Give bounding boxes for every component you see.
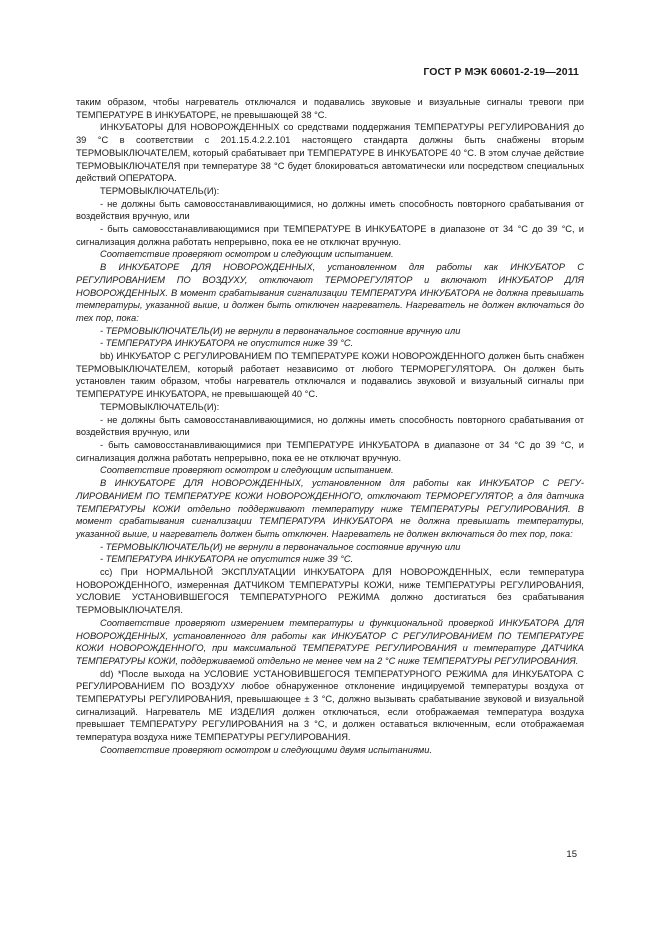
body-paragraph: dd) *После выхода на УСЛОВИЕ УСТАНОВИВШЕГОСЯ ТЕМПЕРАТУРНОГО РЕЖИМА для ИНКУБАТОРА С РЕГУЛИРОВАНИЕМ ПО ВОЗДУХУ любое обнаруженное отклонение индицируемой температуры воздуха от ТЕМПЕРАТУРЫ РЕГУЛИРОВАНИЯ, превышающее ± 3 °С, должно вызывать срабатывание звуковой и визуальной сигнализаций. Нагреватель МЕ ИЗДЕЛИЯ должен отключаться, если отображаемая температура воздуха превышает ТЕМПЕРАТУРУ РЕГУЛИРОВАНИЯ на 3 °С, и должен оставаться включенным, если отображаемая температура воздуха ниже ТЕМПЕРАТУРЫ РЕГУЛИРОВАНИЯ. <box>76 668 584 743</box>
page-number: 15 <box>566 849 577 860</box>
compliance-paragraph: - ТЕМПЕРАТУРА ИНКУБАТОРА не опустится ниже 39 °С. <box>100 554 354 565</box>
body-paragraph: - быть самовосстанавливающимися при ТЕМПЕРАТУРЕ В ИНКУБАТОРЕ в диапазоне от 34 °С до 39 °С, и сигнализация должна работать непрерывно, пока ее не отключат вручную. <box>76 224 584 247</box>
compliance-paragraph: Соответствие проверяют осмотром и следующим испытанием. <box>100 249 394 260</box>
compliance-paragraph: - ТЕРМОВЫКЛЮЧАТЕЛЬ(И) не вернули в первоначальное состояние вручную или <box>100 541 461 552</box>
compliance-paragraph: В ИНКУБАТОРЕ ДЛЯ НОВОРОЖДЕННЫХ, установленном для работы как ИНКУБАТОР С РЕГУЛИРОВАНИЕМ ПО ВОЗДУХУ, отключают ТЕРМОРЕГУЛЯТОР и включают ИНКУБАТОР ДЛЯ НОВОРОЖДЕННЫХ. В момент срабатывания сигнализации ТЕМПЕРАТУРА ИНКУБАТОРА не должна превышать температуры, указанной выше, и должен быть отключен нагреватель. Нагреватель не должен включаться до тех пор, пока: <box>76 262 584 323</box>
body-paragraph: ТЕРМОВЫКЛЮЧАТЕЛЬ(И): <box>100 401 220 412</box>
document-header <box>423 66 579 78</box>
body-paragraph: bb) ИНКУБАТОР С РЕГУЛИРОВАНИЕМ ПО ТЕМПЕРАТУРЕ КОЖИ НОВОРОЖДЕННОГО должен быть снабжен ТЕРМОВЫКЛЮЧАТЕЛЕМ, который работает независимо от любого ТЕРМОРЕГУЛЯТОРА. Он должен быть установлен таким образом, чтобы нагреватель отключался и подавались звуковой и визуальный сигналы при ТЕМПЕРАТУРЕ ИНКУБАТОРА, не превышающей 40 °С. <box>76 351 584 400</box>
body-paragraph: - не должны быть самовосстанавливающимися, но должны иметь способность повторного срабатывания от воздействия вручную, или <box>76 414 584 438</box>
compliance-paragraph: Соответствие проверяют измерением температуры и функциональной проверкой ИНКУБАТОРА ДЛЯ НОВОРОЖДЕННЫХ, установленного для работы как ИНКУБАТОР С РЕГУЛИРОВАНИЕМ ПО ТЕМПЕРАТУРЕ КОЖИ НОВОРОЖДЕННОГО, при максимальной ТЕМПЕРАТУРЕ РЕГУЛИРОВАНИЯ и температуре ДАТЧИКА ТЕМПЕРАТУРЫ КОЖИ, поддерживаемой отдельно не менее чем на 2 °С ниже ТЕМПЕРАТУРЫ РЕГУЛИРОВАНИЯ. <box>76 617 584 666</box>
document-body <box>76 96 584 757</box>
compliance-paragraph: В ИНКУБАТОРЕ ДЛЯ НОВОРОЖДЕННЫХ, установленном для работы как ИНКУБАТОР С РЕГУЛИРОВАНИЕМ ПО ТЕМПЕРАТУРЕ КОЖИ НОВОРОЖДЕННОГО, отключают ТЕРМОРЕГУЛЯТОР, а для датчика ТЕМПЕРАТУРЫ КОЖИ отдельно поддерживают температуру ниже ТЕМПЕРАТУРЫ РЕГУЛИРОВАНИЯ. В момент срабатывания сигнализации ТЕМПЕРАТУРА ИНКУБАТОРА не должна превышать температуры, указанной выше, и нагреватель должен быть отключен. Нагреватель не должен включаться до тех пор, пока: <box>76 478 584 539</box>
compliance-paragraph: Соответствие проверяют осмотром и следующим испытанием. <box>100 465 394 476</box>
body-paragraph: ИНКУБАТОРЫ ДЛЯ НОВОРОЖДЕННЫХ со средствами поддержания ТЕМПЕРАТУРЫ РЕГУЛИРОВАНИЯ до 39 °С в соответствии с 201.15.4.2.2.101 настоящего стандарта должны быть снабжены вторым ТЕРМОВЫКЛЮЧАТЕЛЕМ, который срабатывает при ТЕМПЕРАТУРЕ В ИНКУБАТОРЕ 40 °С. В этом случае действие ТЕРМОВЫКЛЮЧАТЕЛЯ при температуре 38 °С будет блокироваться автоматически или посредством специальных действий ОПЕРАТОРА. <box>76 122 584 184</box>
body-paragraph: таким образом, чтобы нагреватель отключался и подавались звуковые и визуальные сигналы тревоги при ТЕМПЕРАТУРЕ В ИНКУБАТОРЕ, не превышающей 38 °С. <box>76 97 584 120</box>
compliance-paragraph: - ТЕМПЕРАТУРА ИНКУБАТОРА не опустится ниже 39 °С. <box>100 338 354 349</box>
body-paragraph: ТЕРМОВЫКЛЮЧАТЕЛЬ(И): <box>100 185 220 196</box>
document-id: ГОСТ Р МЭК 60601-2-19—2011 <box>423 66 579 78</box>
body-paragraph: - не должны быть самовосстанавливающимися, но должны иметь способность повторного срабатывания от воздействия вручную, или <box>76 198 584 222</box>
compliance-paragraph: Соответствие проверяют осмотром и следующими двумя испытаниями. <box>100 744 433 755</box>
compliance-paragraph: - ТЕРМОВЫКЛЮЧАТЕЛЬ(И) не вернули в первоначальное состояние вручную или <box>100 325 461 336</box>
body-paragraph: - быть самовосстанавливающимися при ТЕМПЕРАТУРЕ ИНКУБАТОРА в диапазоне от 34 °С до 39 °С, и сигнализация должна работать непрерывно, пока ее не отключат вручную. <box>76 439 584 463</box>
body-paragraph: cc) При НОРМАЛЬНОЙ ЭКСПЛУАТАЦИИ ИНКУБАТОРА ДЛЯ НОВОРОЖДЕННЫХ, если температура НОВОРОЖДЕННОГО, измеренная ДАТЧИКОМ ТЕМПЕРАТУРЫ КОЖИ, ниже ТЕМПЕРАТУРЫ РЕГУЛИРОВАНИЯ, УСЛОВИЕ УСТАНОВИВШЕГОСЯ ТЕМПЕРАТУРНОГО РЕЖИМА должно достигаться без срабатывания ТЕРМОВЫКЛЮЧАТЕЛЯ. <box>76 567 584 616</box>
